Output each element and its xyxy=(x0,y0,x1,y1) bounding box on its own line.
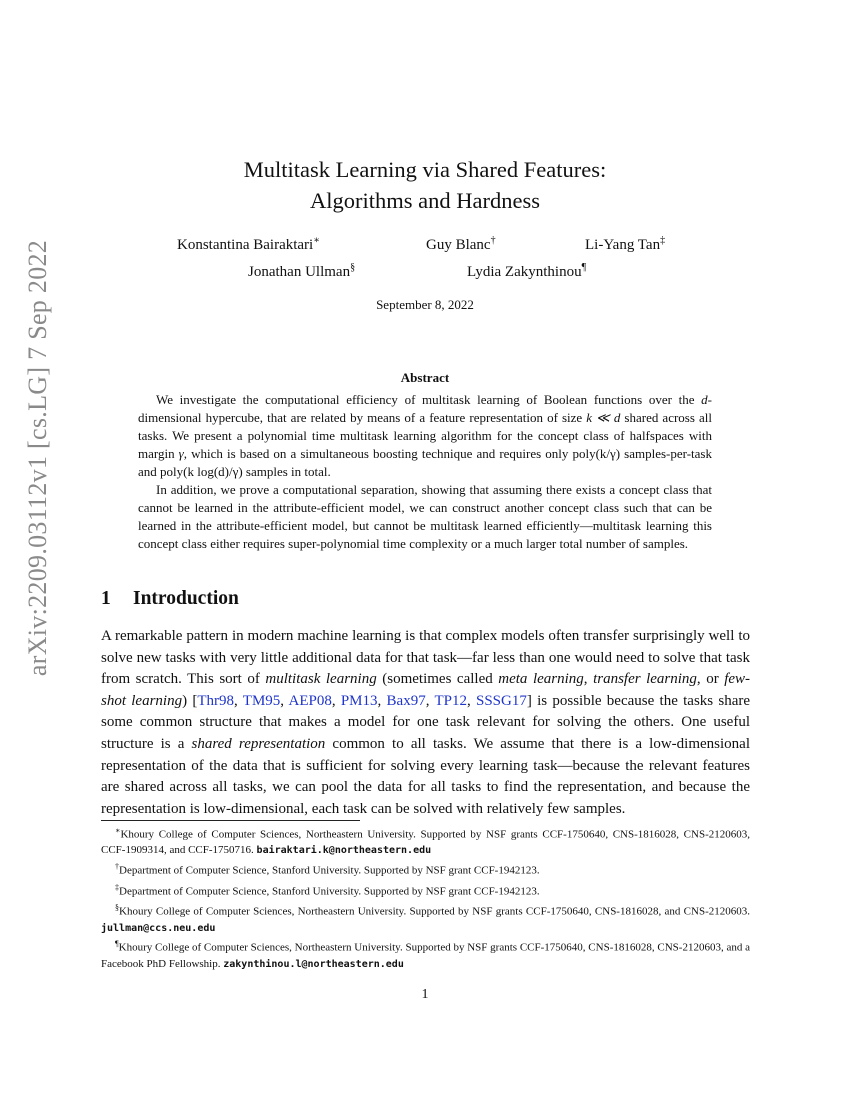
abstract-text: shared across all tasks. We present a polynomial time multitask learning algorithm for the concept class of halfspaces with margin xyxy=(138,410,712,461)
section-title: Introduction xyxy=(133,588,239,609)
abstract-paragraph-2: In addition, we prove a computational separation, showing that assuming there exists a concept class that cannot be learned in the attribute-efficient model, we can construct another concept class such that can be learned in the attribute-efficient model, but cannot be multitask learned efficiently—multitask learning this concept class either requires super-polynomial time complexity or a much larger total number of samples. xyxy=(138,482,712,551)
author-name: Guy Blanc xyxy=(426,237,491,253)
math-gamma: γ xyxy=(178,446,184,461)
author-ullman xyxy=(248,262,355,281)
intro-text: (sometimes called xyxy=(376,671,499,688)
email-link[interactable]: bairaktari.k@northeastern.edu xyxy=(256,845,432,857)
citation-link[interactable]: AEP08 xyxy=(288,692,332,709)
intro-text: A remarkable pattern in modern machine learning is that complex models often transfer surprisingly well to solve new tasks with very little additional data for that task—far less than one would need to solve that task from scratch. This sort of xyxy=(101,628,750,688)
footnote-rule xyxy=(101,820,360,821)
title-line-1: Multitask Learning via Shared Features: xyxy=(243,157,607,182)
footnote-mark: † xyxy=(115,862,119,872)
author-mark: † xyxy=(490,235,496,246)
email-link[interactable]: jullman@ccs.neu.edu xyxy=(101,922,216,934)
author-name: Jonathan Ullman xyxy=(248,264,351,280)
author-name: Lydia Zakynthinou xyxy=(467,264,582,280)
math-k-much-less-d: k ≪ d xyxy=(586,410,621,425)
footnote-mark: ¶ xyxy=(115,939,119,949)
author-blanc xyxy=(426,235,496,254)
footnotes xyxy=(101,823,750,973)
footnote-4 xyxy=(101,900,750,936)
author-bairaktari xyxy=(177,235,320,254)
intro-emphasis: meta learning xyxy=(498,671,584,688)
paper-date: September 8, 2022 xyxy=(376,297,474,312)
intro-emphasis: few-shot learning xyxy=(101,671,751,709)
abstract-body xyxy=(138,391,712,553)
footnote-mark: ‡ xyxy=(115,882,119,892)
title-line-2: Algorithms and Hardness xyxy=(310,188,540,213)
arxiv-id: arXiv:2209.03112v1 [cs.LG] 7 Sep 2022 xyxy=(23,239,52,677)
author-zakynthinou xyxy=(467,262,586,281)
email-link[interactable]: zakynthinou.l@northeastern.edu xyxy=(223,958,404,970)
author-mark: ¶ xyxy=(581,262,587,273)
citation-link[interactable]: SSSG17 xyxy=(476,692,527,709)
author-mark: § xyxy=(350,262,356,273)
footnote-text: Khoury College of Computer Sciences, Northeastern University. Supported by NSF grants CCF-1750640, CNS-1816028, CNS-2120603, and a Facebook PhD Fellowship. xyxy=(101,942,750,970)
abstract-text: -dimensional hypercube, that are related by means of a feature representation of size xyxy=(138,392,712,425)
footnote-mark: § xyxy=(115,903,119,913)
section-heading xyxy=(101,588,239,610)
page-number: 1 xyxy=(421,987,429,1002)
footnote-3 xyxy=(101,880,750,900)
citation-link[interactable]: TP12 xyxy=(434,692,467,709)
abstract-text: We investigate the computational efficiency of multitask learning of Boolean functions over the xyxy=(156,392,702,407)
intro-paragraph: A remarkable pattern in modern machine learning is that complex models often transfer surprisingly well to solve new tasks with very little additional data for that task—far less than one would need to solve that task from scratch. This sort of multitask learning (sometimes called meta learning, transfer learning, or few-shot learning) [Thr98, TM95, AEP08, PM13, Bax97, TP12, SSSG17] is possible because the tasks share some common structure that makes a model for one task relevant for solving the others. One useful structure is a shared representation common to all tasks. We assume that there is a low-dimensional representation of the data that is sufficient for solving every learning task—because the relevant features are shared across all tasks, we can pool the data for all tasks to find the representation, and because the representation is low-dimensional, each task can be solved with relatively few samples. xyxy=(101,628,751,817)
intro-text: , or xyxy=(696,671,725,688)
citation-link[interactable]: PM13 xyxy=(340,692,378,709)
footnote-5 xyxy=(101,936,750,972)
intro-emphasis: transfer learning xyxy=(593,671,697,688)
author-name: Konstantina Bairaktari xyxy=(177,237,314,253)
math-d: d xyxy=(701,392,708,407)
paper-title xyxy=(0,154,850,216)
abstract-heading: Abstract xyxy=(400,370,450,385)
intro-text: ) [ xyxy=(182,692,198,709)
footnote-1 xyxy=(101,823,750,859)
footnote-text: Khoury College of Computer Sciences, Northeastern University. Supported by NSF grants CCF-1750640, CNS-1816028, and CNS-2120603. xyxy=(119,905,750,918)
citation-link[interactable]: TM95 xyxy=(242,692,281,709)
footnote-mark: ∗ xyxy=(115,826,121,835)
abstract-text: , which is based on a simultaneous boosting technique and requires only poly(k/γ) samples-per-task and poly(k log(d)/γ) samples in total. xyxy=(138,446,712,479)
author-tan xyxy=(585,235,665,254)
author-mark: ‡ xyxy=(660,235,666,246)
intro-text: , xyxy=(583,671,594,688)
citation-link[interactable]: Thr98 xyxy=(197,692,235,709)
author-name: Li-Yang Tan xyxy=(585,237,661,253)
intro-text: ] is possible because the tasks share some common structure that makes a model for one task relevant for solving the others. One useful structure is a xyxy=(101,692,751,752)
section-number: 1 xyxy=(101,588,111,609)
intro-emphasis: shared representation xyxy=(191,735,326,752)
footnote-text: Khoury College of Computer Sciences, Northeastern University. Supported by NSF grants CCF-1750640, CNS-1816028, CNS-2120603, CCF-1909314, and CCF-1750716. xyxy=(101,828,750,857)
footnote-text: Department of Computer Science, Stanford University. Supported by NSF grant CCF-1942123. xyxy=(119,864,540,877)
abstract-paragraph-1 xyxy=(138,391,712,481)
footnote-2 xyxy=(101,859,750,879)
intro-emphasis: multitask learning xyxy=(265,671,377,688)
footnote-text: Department of Computer Science, Stanford University. Supported by NSF grant CCF-1942123. xyxy=(119,885,540,898)
intro-text: common to all tasks. We assume that there is a low-dimensional representation of the data that is sufficient for solving every learning task—because the relevant features are shared across all tasks, we can pool the data for all tasks to find the representation, and because the representation is low-dimensional, each task can be solved with relatively few samples. xyxy=(101,735,751,817)
author-mark: ∗ xyxy=(313,235,321,246)
citation-link[interactable]: Bax97 xyxy=(386,692,426,709)
